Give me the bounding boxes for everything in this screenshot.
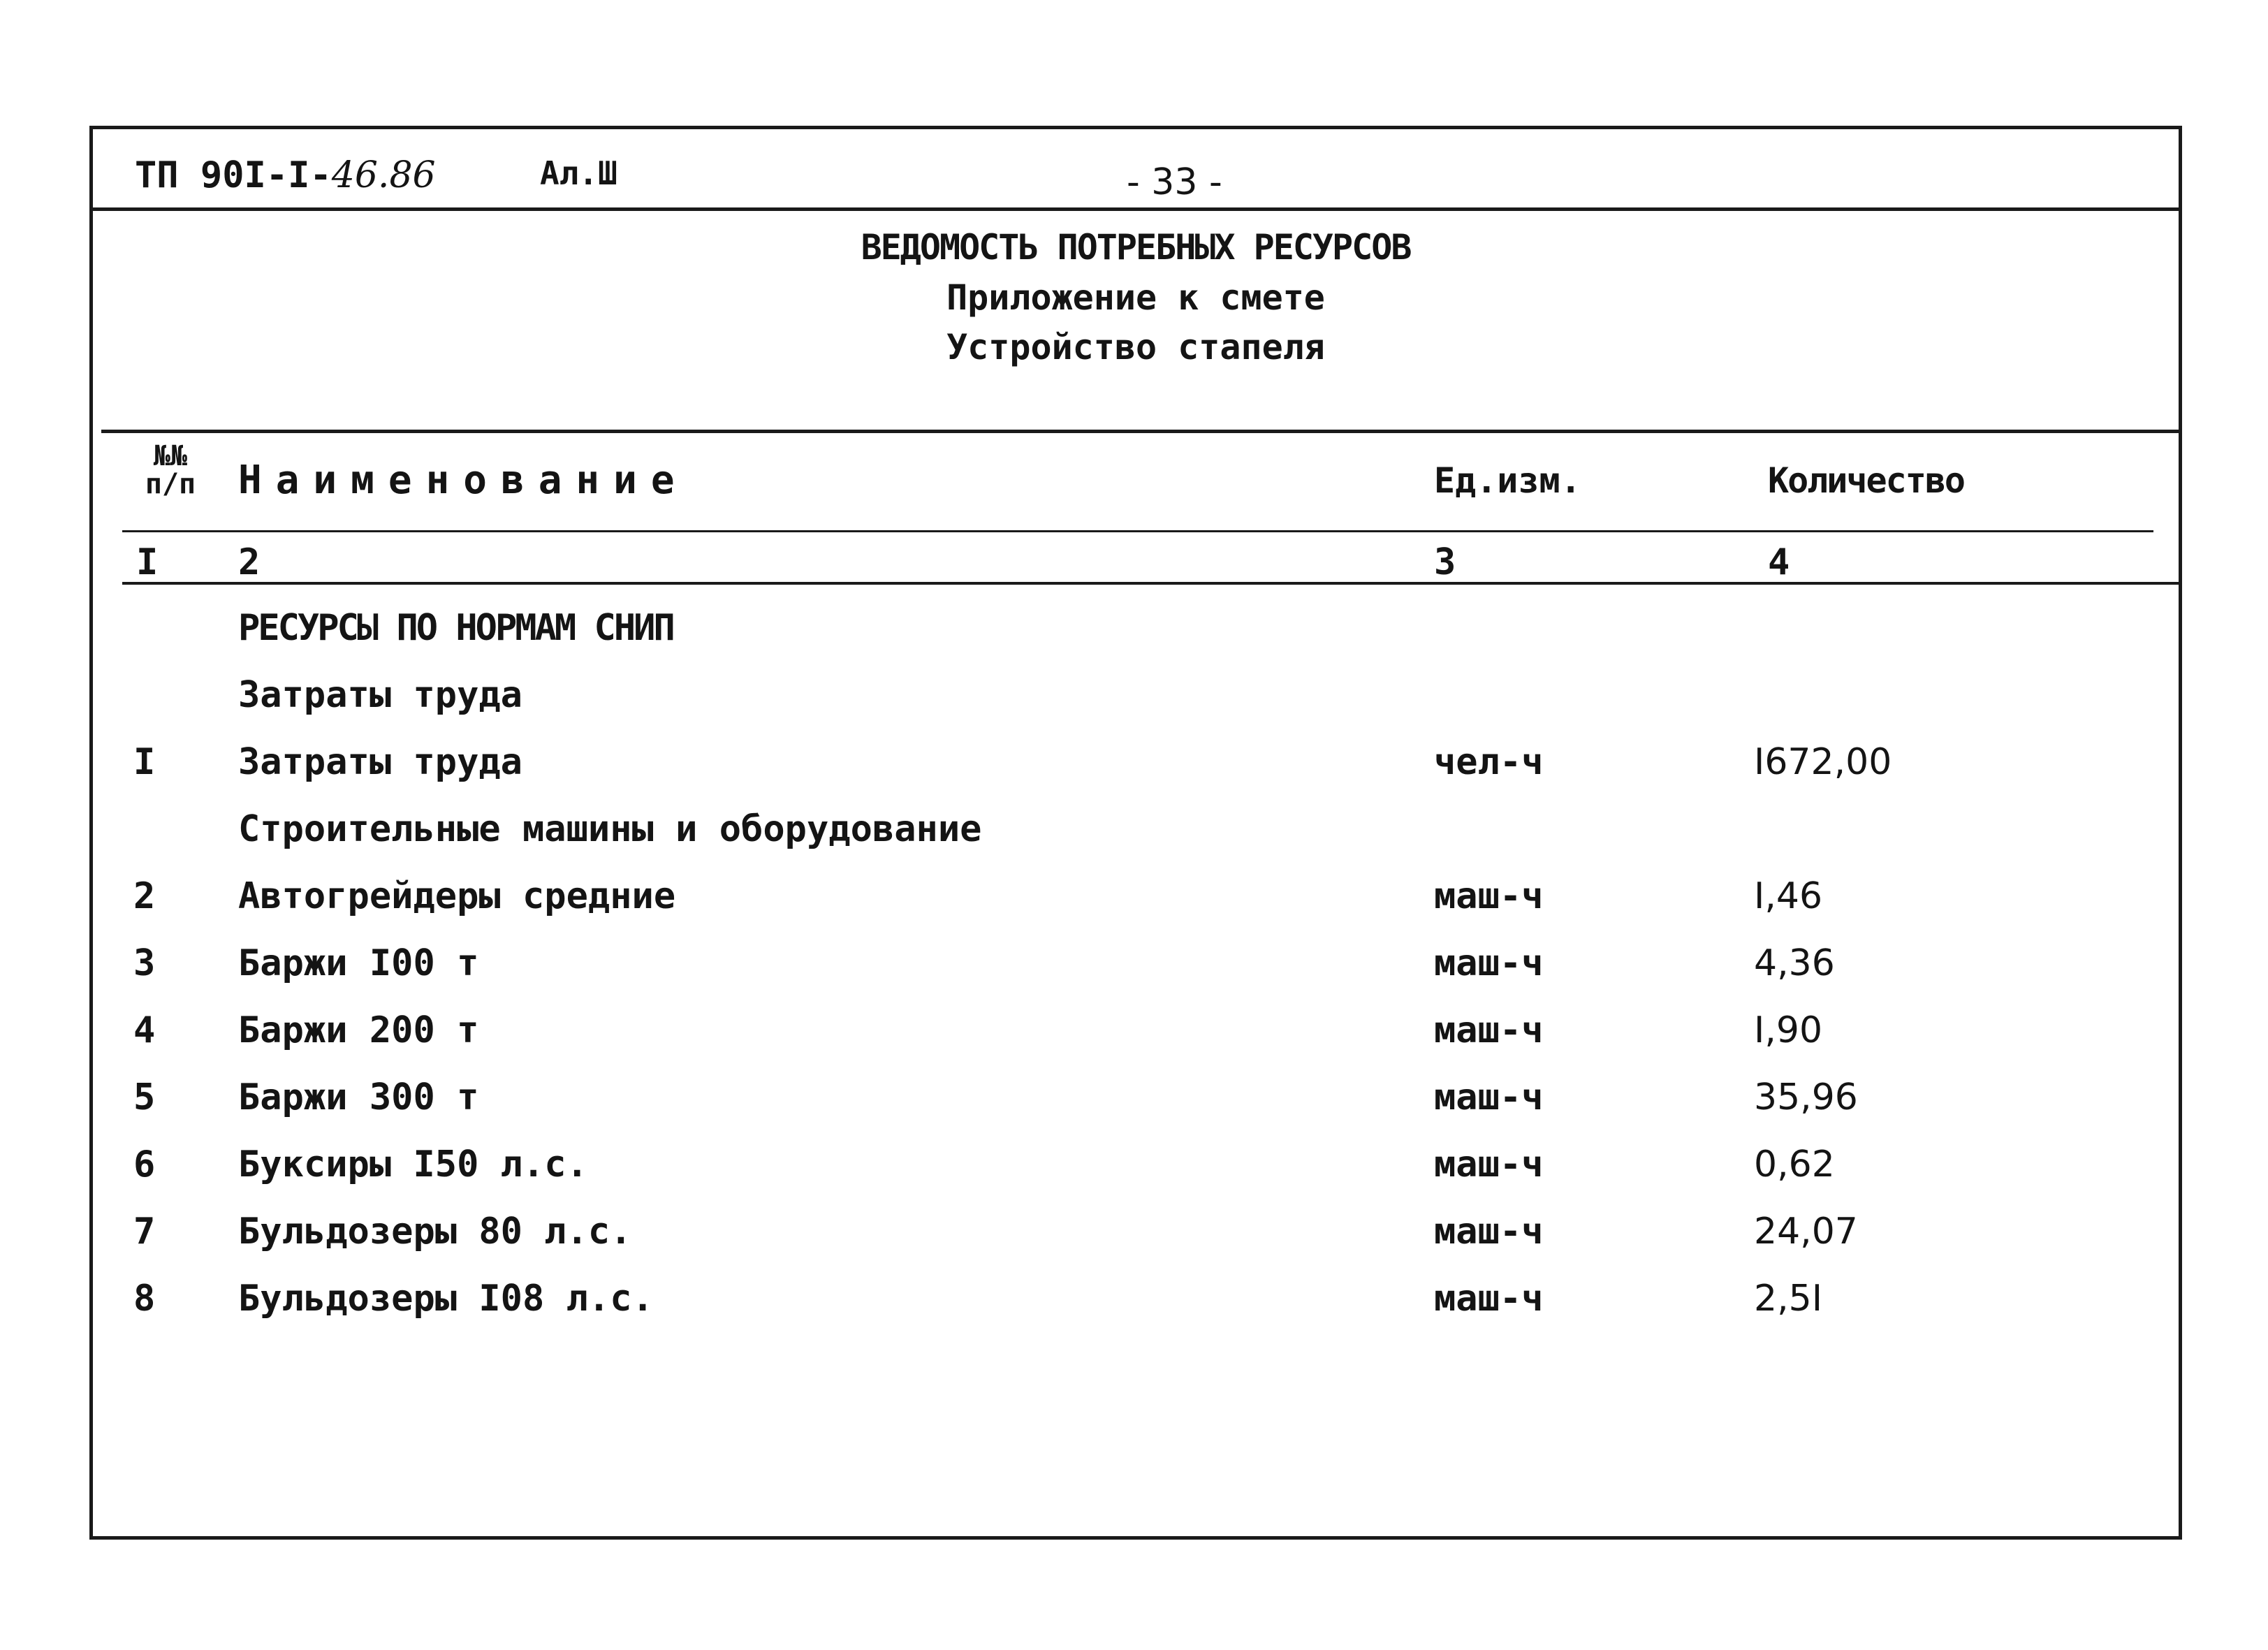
page-number: - 33 - — [1127, 161, 1222, 203]
table-row — [93, 607, 2179, 670]
header-unit: Ед.изм. — [1434, 460, 1581, 501]
row-number: 7 — [133, 1211, 156, 1253]
row-number: 2 — [133, 875, 156, 917]
row-name: Затраты труда — [238, 741, 522, 783]
row-quantity: I,90 — [1754, 1009, 1823, 1051]
row-name: Баржи 200 т — [238, 1009, 479, 1051]
row-name: Баржи I00 т — [238, 942, 479, 984]
album-label: Ал.Ш — [540, 154, 617, 192]
column-number-3: 3 — [1434, 541, 1456, 583]
row-name: Буксиры I50 л.с. — [238, 1144, 588, 1185]
row-quantity: 35,96 — [1754, 1076, 1858, 1118]
document-code-handwritten: 46.86 — [331, 154, 436, 196]
table-row — [93, 1009, 2179, 1072]
header-quantity: Количество — [1768, 460, 1965, 501]
header-name: Наименование — [238, 458, 689, 503]
document-subtitle: Приложение к смете — [946, 277, 1325, 318]
document-frame — [89, 126, 2182, 1540]
column-number-divider — [122, 582, 2179, 585]
row-quantity: 2,5I — [1754, 1278, 1823, 1320]
table-row — [93, 1278, 2179, 1341]
row-unit: маш-ч — [1434, 1076, 1544, 1118]
header-row-number — [132, 442, 209, 498]
row-unit: маш-ч — [1434, 942, 1544, 984]
row-unit: маш-ч — [1434, 1144, 1544, 1185]
row-name: Строительные машины и оборудование — [238, 808, 982, 850]
header-divider — [122, 530, 2153, 532]
row-unit: маш-ч — [1434, 1211, 1544, 1253]
document-code — [135, 154, 436, 196]
row-unit: маш-ч — [1434, 875, 1544, 917]
row-quantity: I,46 — [1754, 875, 1823, 917]
row-unit: маш-ч — [1434, 1009, 1544, 1051]
table-row — [93, 741, 2179, 804]
row-quantity: I672,00 — [1754, 741, 1892, 783]
row-name: РЕСУРСЫ ПО НОРМАМ СНИП — [238, 607, 673, 649]
column-number-4: 4 — [1768, 541, 1790, 583]
row-name: Автогрейдеры средние — [238, 875, 676, 917]
stamp-divider — [93, 207, 2179, 211]
document-code-prefix: ТП 90I-I- — [135, 154, 332, 196]
row-quantity: 0,62 — [1754, 1144, 1835, 1185]
row-number: 5 — [133, 1076, 156, 1118]
table-row — [93, 808, 2179, 871]
table-row — [93, 1211, 2179, 1273]
row-name: Баржи 300 т — [238, 1076, 479, 1118]
row-name: Затраты труда — [238, 674, 522, 716]
document-title: ВЕДОМОСТЬ ПОТРЕБНЫХ РЕСУРСОВ — [861, 227, 1411, 268]
header-row-number-line1: №№ — [153, 440, 188, 472]
row-number: 6 — [133, 1144, 156, 1185]
row-quantity: 24,07 — [1754, 1211, 1858, 1253]
row-name: Бульдозеры 80 л.с. — [238, 1211, 632, 1253]
column-number-2: 2 — [238, 541, 261, 583]
document-object-name: Устройство стапеля — [946, 327, 1325, 367]
row-unit: маш-ч — [1434, 1278, 1544, 1320]
table-row — [93, 1144, 2179, 1206]
table-row — [93, 1076, 2179, 1139]
row-number: 3 — [133, 942, 156, 984]
column-number-1: I — [136, 541, 159, 583]
title-divider — [101, 430, 2179, 433]
row-number: 4 — [133, 1009, 156, 1051]
row-number: I — [133, 741, 156, 783]
row-unit: чел-ч — [1434, 741, 1544, 783]
row-number: 8 — [133, 1278, 156, 1320]
row-name: Бульдозеры I08 л.с. — [238, 1278, 654, 1320]
header-row-number-line2: п/п — [145, 468, 196, 500]
table-row — [93, 875, 2179, 938]
table-row — [93, 942, 2179, 1005]
table-row — [93, 674, 2179, 737]
row-quantity: 4,36 — [1754, 942, 1835, 984]
